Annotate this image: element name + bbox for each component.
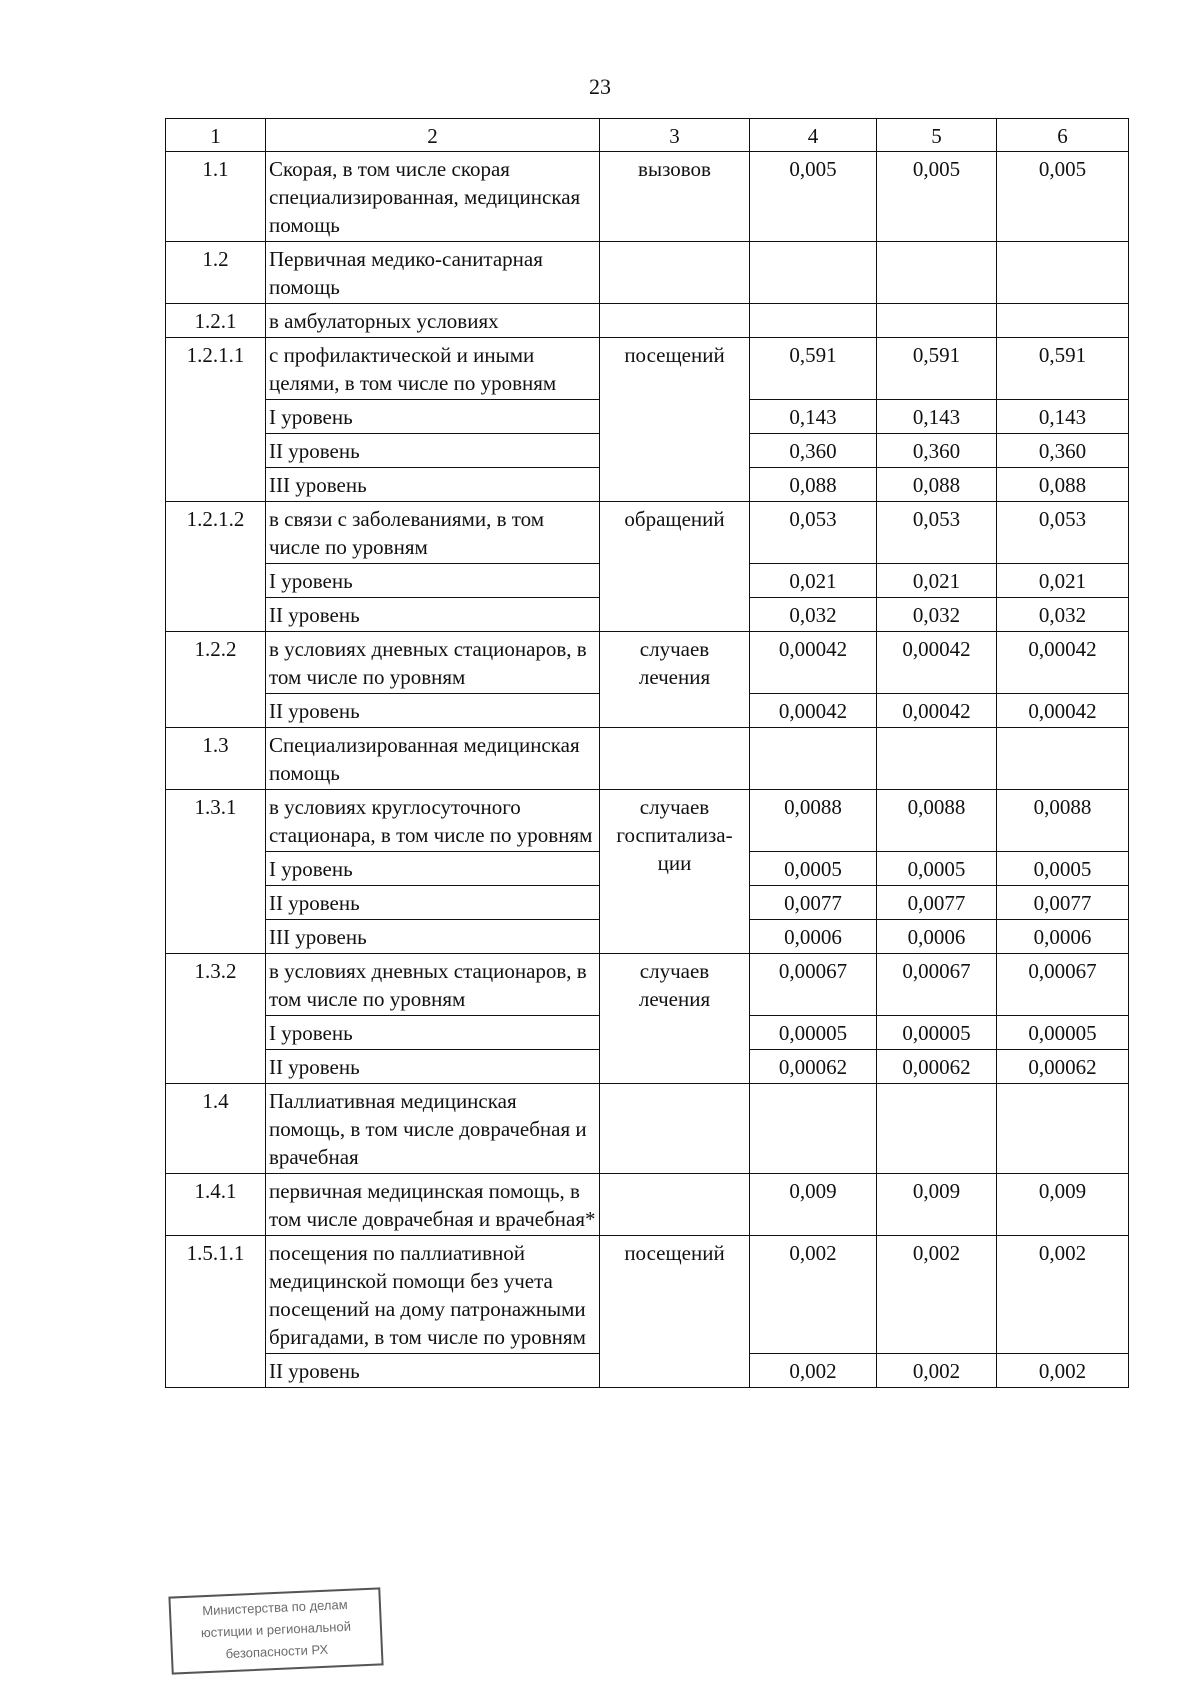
header-cell: 6: [997, 119, 1129, 152]
value-col5: 0,00042: [877, 632, 997, 694]
value-col5: 0,00005: [877, 1016, 997, 1050]
row-number: 1.1: [166, 152, 266, 242]
row-name: Специализированная медицинская помощь: [266, 728, 600, 790]
value-col5: 0,002: [877, 1236, 997, 1354]
row-unit: случаев лечения: [600, 954, 750, 1084]
value-col6: 0,053: [997, 502, 1129, 564]
row-name: III уровень: [266, 468, 600, 502]
value-col6: 0,002: [997, 1354, 1129, 1388]
row-name: II уровень: [266, 1050, 600, 1084]
row-name: I уровень: [266, 852, 600, 886]
table-row: [166, 790, 1129, 852]
row-number: 1.4: [166, 1084, 266, 1174]
value-col4: 0,143: [750, 400, 877, 434]
value-col6: 0,0005: [997, 852, 1129, 886]
row-name: Скорая, в том числе скорая специализированная, медицинская помощь: [266, 152, 600, 242]
table-row: [166, 728, 1129, 790]
value-col6: 0,143: [997, 400, 1129, 434]
value-col5: 0,053: [877, 502, 997, 564]
value-col6: 0,00067: [997, 954, 1129, 1016]
volume-norms-table: [165, 118, 1129, 1388]
value-col4: 0,0006: [750, 920, 877, 954]
row-unit: вызовов: [600, 152, 750, 242]
value-col4: 0,00042: [750, 632, 877, 694]
value-col6: 0,005: [997, 152, 1129, 242]
row-name: I уровень: [266, 564, 600, 598]
value-col6: 0,0006: [997, 920, 1129, 954]
row-number: 1.3.1: [166, 790, 266, 954]
row-name: Первичная медико-санитарная помощь: [266, 242, 600, 304]
row-number: 1.3.2: [166, 954, 266, 1084]
registration-stamp: [168, 1587, 383, 1674]
value-col4: 0,00042: [750, 694, 877, 728]
row-name: II уровень: [266, 694, 600, 728]
value-col6: 0,0088: [997, 790, 1129, 852]
stamp-line: безопасности РХ: [225, 1641, 329, 1662]
row-name: II уровень: [266, 1354, 600, 1388]
row-number: 1.2.1: [166, 304, 266, 338]
value-col4: 0,0077: [750, 886, 877, 920]
row-name: в условиях дневных стационаров, в том числе по уровням: [266, 954, 600, 1016]
value-col4: 0,591: [750, 338, 877, 400]
value-col5: 0,00067: [877, 954, 997, 1016]
row-name: в условиях круглосуточного стационара, в том числе по уровням: [266, 790, 600, 852]
row-number: 1.2: [166, 242, 266, 304]
header-cell: 1: [166, 119, 266, 152]
table-row: [166, 304, 1129, 338]
value-col6: 0,00005: [997, 1016, 1129, 1050]
row-unit: обращений: [600, 502, 750, 632]
value-col6: 0,0077: [997, 886, 1129, 920]
value-col4: 0,088: [750, 468, 877, 502]
value-col5: 0,360: [877, 434, 997, 468]
table-row: [166, 338, 1129, 400]
value-col4: [750, 304, 877, 338]
row-name: III уровень: [266, 920, 600, 954]
value-col5: 0,0006: [877, 920, 997, 954]
row-number: 1.2.2: [166, 632, 266, 728]
row-name: в условиях дневных стационаров, в том числе по уровням: [266, 632, 600, 694]
row-number: 1.5.1.1: [166, 1236, 266, 1388]
value-col4: 0,005: [750, 152, 877, 242]
stamp-line: Министерства по делам: [202, 1596, 348, 1619]
row-name: с профилактической и иными целями, в том числе по уровням: [266, 338, 600, 400]
value-col5: 0,021: [877, 564, 997, 598]
value-col6: 0,591: [997, 338, 1129, 400]
value-col4: [750, 1084, 877, 1174]
value-col5: 0,0005: [877, 852, 997, 886]
row-unit: посещений: [600, 338, 750, 502]
row-name: в амбулаторных условиях: [266, 304, 600, 338]
value-col5: 0,0088: [877, 790, 997, 852]
table-row: [166, 1084, 1129, 1174]
value-col5: 0,088: [877, 468, 997, 502]
value-col4: 0,053: [750, 502, 877, 564]
row-unit: [600, 304, 750, 338]
value-col6: 0,00042: [997, 694, 1129, 728]
row-name: I уровень: [266, 1016, 600, 1050]
row-unit: [600, 728, 750, 790]
header-cell: 4: [750, 119, 877, 152]
value-col5: 0,009: [877, 1174, 997, 1236]
value-col4: 0,0005: [750, 852, 877, 886]
value-col4: 0,032: [750, 598, 877, 632]
row-name: II уровень: [266, 598, 600, 632]
row-number: 1.4.1: [166, 1174, 266, 1236]
value-col6: [997, 242, 1129, 304]
value-col4: 0,00062: [750, 1050, 877, 1084]
value-col6: 0,360: [997, 434, 1129, 468]
table-row: [166, 1236, 1129, 1354]
row-unit: [600, 1084, 750, 1174]
row-name: II уровень: [266, 434, 600, 468]
value-col4: 0,00005: [750, 1016, 877, 1050]
table-row: [166, 1174, 1129, 1236]
value-col5: [877, 304, 997, 338]
table-row: [166, 242, 1129, 304]
row-number: 1.3: [166, 728, 266, 790]
value-col5: 0,0077: [877, 886, 997, 920]
table-row: [166, 632, 1129, 694]
value-col5: [877, 1084, 997, 1174]
value-col6: 0,021: [997, 564, 1129, 598]
value-col6: [997, 1084, 1129, 1174]
value-col5: 0,00042: [877, 694, 997, 728]
row-name: II уровень: [266, 886, 600, 920]
row-name: Паллиативная медицинская помощь, в том числе доврачебная и врачебная: [266, 1084, 600, 1174]
row-name: в связи с заболеваниями, в том числе по уровням: [266, 502, 600, 564]
value-col6: [997, 728, 1129, 790]
table-row: [166, 502, 1129, 564]
row-number: 1.2.1.2: [166, 502, 266, 632]
value-col5: 0,00062: [877, 1050, 997, 1084]
value-col6: 0,009: [997, 1174, 1129, 1236]
value-col5: 0,005: [877, 152, 997, 242]
stamp-line: юстиции и региональной: [200, 1618, 352, 1641]
value-col5: [877, 728, 997, 790]
row-unit: [600, 1174, 750, 1236]
value-col6: 0,00062: [997, 1050, 1129, 1084]
value-col5: 0,032: [877, 598, 997, 632]
value-col5: 0,002: [877, 1354, 997, 1388]
value-col6: 0,032: [997, 598, 1129, 632]
row-name: посещения по паллиативной медицинской помощи без учета посещений на дому патронажными бригадами, в том числе по уровням: [266, 1236, 600, 1354]
header-cell: 3: [600, 119, 750, 152]
value-col4: 0,0088: [750, 790, 877, 852]
row-unit: [600, 242, 750, 304]
value-col4: [750, 728, 877, 790]
page-number: 23: [589, 74, 611, 99]
table-row: [166, 954, 1129, 1016]
row-unit: посещений: [600, 1236, 750, 1388]
value-col5: [877, 242, 997, 304]
header-cell: 2: [266, 119, 600, 152]
value-col4: 0,002: [750, 1354, 877, 1388]
header-cell: 5: [877, 119, 997, 152]
table-header-row: [166, 119, 1129, 152]
value-col4: 0,360: [750, 434, 877, 468]
value-col5: 0,591: [877, 338, 997, 400]
row-unit: случаев лечения: [600, 632, 750, 728]
value-col4: 0,002: [750, 1236, 877, 1354]
row-number: 1.2.1.1: [166, 338, 266, 502]
value-col4: 0,021: [750, 564, 877, 598]
value-col6: 0,002: [997, 1236, 1129, 1354]
value-col4: [750, 242, 877, 304]
value-col4: 0,009: [750, 1174, 877, 1236]
value-col6: 0,00042: [997, 632, 1129, 694]
table-row: [166, 152, 1129, 242]
value-col6: 0,088: [997, 468, 1129, 502]
value-col6: [997, 304, 1129, 338]
row-unit: случаев госпитализа-ции: [600, 790, 750, 954]
row-name: I уровень: [266, 400, 600, 434]
value-col4: 0,00067: [750, 954, 877, 1016]
value-col5: 0,143: [877, 400, 997, 434]
row-name: первичная медицинская помощь, в том числе доврачебная и врачебная*: [266, 1174, 600, 1236]
